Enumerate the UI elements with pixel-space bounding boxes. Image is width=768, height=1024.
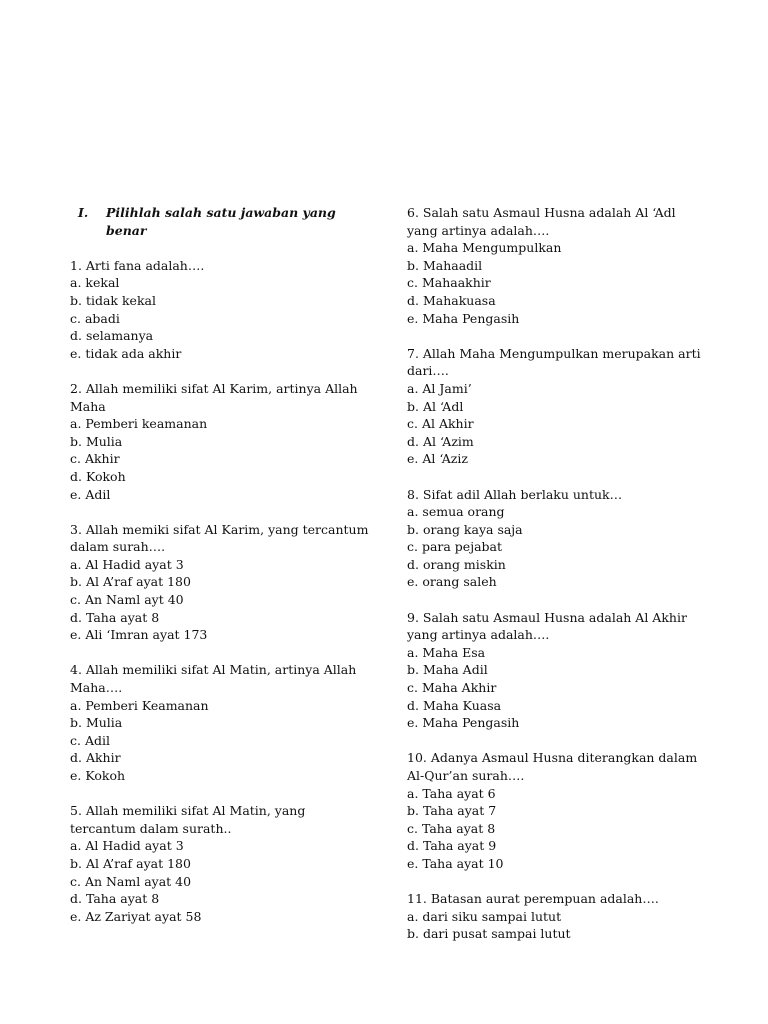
answer-option: b. Al A’raf ayat 180 xyxy=(70,574,191,590)
question-item xyxy=(70,257,370,363)
question-item xyxy=(407,486,707,592)
answer-option: b. dari pusat sampai lutut xyxy=(407,926,571,942)
answer-option: a. Pemberi keamanan xyxy=(70,416,208,432)
answer-option: d. Al ‘Azim xyxy=(407,433,474,449)
question-item xyxy=(70,802,370,925)
question-item xyxy=(407,345,707,468)
answer-option: a. Maha Esa xyxy=(407,644,486,660)
answer-option: c. abadi xyxy=(70,310,120,326)
answer-option: a. Al Hadid ayat 3 xyxy=(70,556,184,572)
question-item xyxy=(407,204,707,327)
section-title: Pilihlah salah satu jawaban yang benar xyxy=(106,205,336,238)
answer-option: e. Maha Pengasih xyxy=(407,310,520,326)
answer-option: d. Akhir xyxy=(70,750,121,766)
answer-options xyxy=(70,274,370,362)
answer-option: c. Mahaakhir xyxy=(407,275,491,291)
question-item xyxy=(70,661,370,784)
answer-option: a. Taha ayat 6 xyxy=(407,785,496,801)
answer-option: e. orang saleh xyxy=(407,574,497,590)
answer-option: e. Kokoh xyxy=(70,768,126,783)
answer-option: e. Az Zariyat ayat 58 xyxy=(70,908,202,924)
answer-option: c. Adil xyxy=(70,732,110,748)
answer-option: c. para pejabat xyxy=(407,539,503,555)
question-text: 4. Allah memiliki sifat Al Matin, artinya Allah Maha…. xyxy=(70,662,357,696)
answer-options xyxy=(70,697,370,785)
section-number: I. xyxy=(78,205,89,220)
question-text: 10. Adanya Asmaul Husna diterangkan dalam Al-Qur’an surah…. xyxy=(407,750,698,783)
answer-option: e. Taha ayat 10 xyxy=(407,855,504,871)
answer-options xyxy=(70,415,370,503)
answer-option: b. Taha ayat 7 xyxy=(407,803,497,819)
answer-option: b. Al ‘Adl xyxy=(407,398,464,414)
answer-option: c. Maha Akhir xyxy=(407,680,497,696)
question-text: 9. Salah satu Asmaul Husna adalah Al Akhir yang artinya adalah…. xyxy=(407,609,687,643)
answer-option: d. Taha ayat 9 xyxy=(407,838,497,854)
answer-option: d. Mahakuasa xyxy=(407,292,496,308)
question-text: 6. Salah satu Asmaul Husna adalah Al ‘Adl yang artinya adalah…. xyxy=(407,205,676,238)
answer-options xyxy=(70,556,370,644)
answer-option: d. Kokoh xyxy=(70,468,126,484)
question-text: 8. Sifat adil Allah berlaku untuk… xyxy=(407,486,623,502)
answer-option: a. Al Jami’ xyxy=(407,380,472,396)
answer-options xyxy=(407,785,707,873)
question-list-right xyxy=(407,204,707,943)
question-text: 5. Allah memiliki sifat Al Matin, yang tercantum dalam surath.. xyxy=(70,803,306,836)
answer-option: d. orang miskin xyxy=(407,556,506,572)
question-text: 3. Allah memiki sifat Al Karim, yang tercantum dalam surah…. xyxy=(70,521,369,555)
answer-option: a. Al Hadid ayat 3 xyxy=(70,838,184,854)
answer-option: b. orang kaya saja xyxy=(407,521,523,537)
section-heading xyxy=(70,204,370,239)
answer-option: d. Taha ayat 8 xyxy=(70,891,160,907)
answer-option: c. An Naml ayat 40 xyxy=(70,873,192,889)
answer-option: e. Al ‘Aziz xyxy=(407,451,468,467)
answer-option: b. Mulia xyxy=(70,715,123,731)
answer-option: a. semua orang xyxy=(407,504,505,520)
answer-options xyxy=(407,239,707,327)
answer-option: c. Taha ayat 8 xyxy=(407,820,496,836)
answer-option: c. Akhir xyxy=(70,451,120,467)
question-item xyxy=(70,521,370,644)
answer-option: a. Pemberi Keamanan xyxy=(70,697,209,713)
question-item xyxy=(407,890,707,943)
answer-option: c. Al Akhir xyxy=(407,416,474,432)
question-item xyxy=(407,609,707,732)
answer-option: d. Maha Kuasa xyxy=(407,697,502,713)
question-list-left xyxy=(70,257,370,926)
question-item xyxy=(70,380,370,503)
question-text: 1. Arti fana adalah…. xyxy=(70,257,205,273)
answer-options xyxy=(407,380,707,468)
answer-option: b. Mulia xyxy=(70,433,123,449)
answer-option: d. Taha ayat 8 xyxy=(70,609,160,625)
answer-option: a. kekal xyxy=(70,275,120,291)
answer-option: b. Al A’raf ayat 180 xyxy=(70,855,191,871)
question-item xyxy=(407,749,707,872)
left-column xyxy=(70,204,370,943)
question-text: 2. Allah memiliki sifat Al Karim, artinya Allah Maha xyxy=(70,380,358,414)
answer-option: b. Mahaadil xyxy=(407,257,483,273)
question-text: 11. Batasan aurat perempuan adalah…. xyxy=(407,891,659,907)
answer-option: e. tidak ada akhir xyxy=(70,345,182,361)
answer-option: e. Adil xyxy=(70,486,111,502)
answer-options xyxy=(407,503,707,591)
answer-options xyxy=(407,908,707,943)
answer-option: e. Maha Pengasih xyxy=(407,715,520,731)
answer-option: b. Maha Adil xyxy=(407,662,488,678)
answer-options xyxy=(407,644,707,732)
answer-option: c. An Naml ayt 40 xyxy=(70,592,184,608)
answer-option: e. Ali ‘Imran ayat 173 xyxy=(70,627,208,643)
answer-option: d. selamanya xyxy=(70,328,154,344)
answer-option: a. dari siku sampai lutut xyxy=(407,908,562,924)
answer-option: a. Maha Mengumpulkan xyxy=(407,240,562,256)
answer-option: b. tidak kekal xyxy=(70,292,156,308)
question-text: 7. Allah Maha Mengumpulkan merupakan arti dari…. xyxy=(407,345,701,379)
answer-options xyxy=(70,837,370,925)
right-column xyxy=(407,204,707,961)
